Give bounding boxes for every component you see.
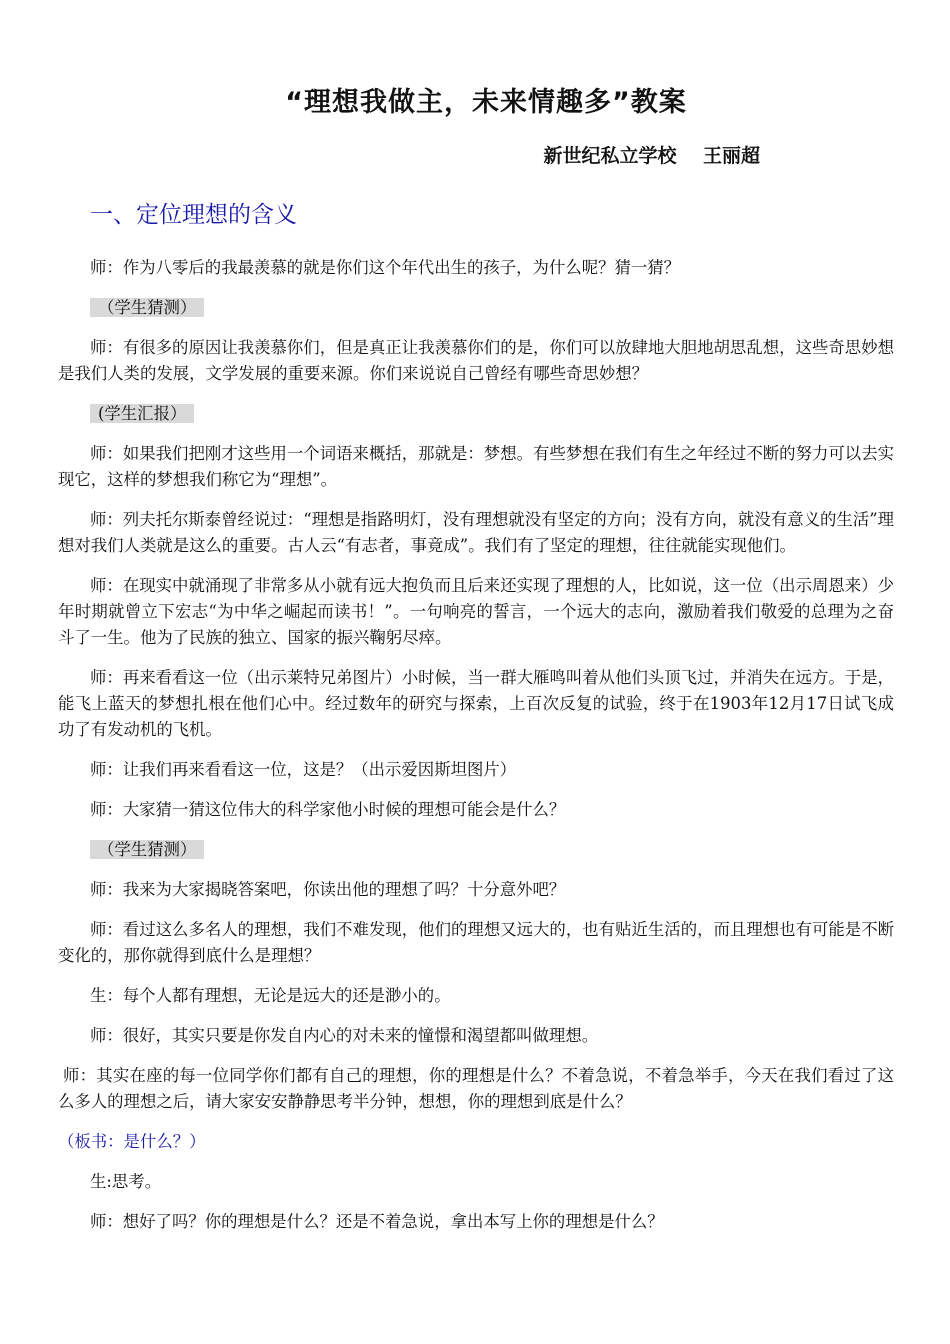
- paragraph-7: 师：让我们再来看看这一位，这是？（出示爱因斯坦图片）: [90, 760, 517, 779]
- paragraph-1: 师：作为八零后的我最羡慕的就是你们这个年代出生的孩子，为什么呢？猜一猜？: [90, 258, 681, 277]
- section-heading: 一、定位理想的含义: [90, 202, 297, 228]
- paragraph-11: 生：每个人都有理想，无论是远大的还是渺小的。: [90, 986, 451, 1005]
- paragraph-2: 师：有很多的原因让我羡慕你们，但是真正让我羡慕你们的是，你们可以放肆地大胆地胡思乱想，这些奇思妙想是我们人类的发展，文学发展的重要来源。你们来说说自己曾经有哪些奇思妙想？: [58, 338, 894, 383]
- stage-note-text: （学生猜测）: [90, 298, 204, 317]
- paragraph-4: 师：列夫托尔斯泰曾经说过：“理想是指路明灯，没有理想就没有坚定的方向；没有方向，就没有意义的生活”理想对我们人类就是这么的重要。古人云“有志者，事竟成”。我们有了坚定的理想，往往就能实现他们。: [58, 510, 894, 555]
- stage-note-text: (学生汇报）: [90, 404, 194, 423]
- document-title: “理想我做主，未来情趣多”教案: [285, 87, 687, 118]
- paragraph-5: 师：在现实中就涌现了非常多从小就有远大抱负而且后来还实现了理想的人，比如说，这一位（出示周恩来）少年时期就曾立下宏志“为中华之崛起而读书！”。一句响亮的誓言，一个远大的志向，激励着我们敬爱的总理为之奋斗了一生。他为了民族的独立、国家的振兴鞠躬尽瘁。: [58, 576, 894, 647]
- author-line: 新世纪私立学校 王丽超: [543, 145, 760, 167]
- document-page: [58, 80, 894, 1249]
- paragraph-12: 师：很好，其实只要是你发自内心的对未来的憧憬和渴望都叫做理想。: [90, 1026, 599, 1045]
- paragraph-10: 师：看过这么多名人的理想，我们不难发现，他们的理想又远大的，也有贴近生活的，而且理想也有可能是不断变化的，那你就得到底什么是理想？: [58, 920, 894, 965]
- paragraph-13: 师：其实在座的每一位同学你们都有自己的理想，你的理想是什么？不着急说，不着急举手，今天在我们看过了这么多人的理想之后，请大家安安静静思考半分钟，想想，你的理想到底是什么？: [58, 1066, 894, 1111]
- stage-note-1: [90, 295, 894, 321]
- paragraph-9: 师：我来为大家揭晓答案吧，你读出他的理想了吗？十分意外吧？: [90, 880, 566, 899]
- paragraph-14: 生:思考。: [90, 1172, 162, 1191]
- paragraph-15: 师：想好了吗？你的理想是什么？还是不着急说，拿出本写上你的理想是什么？: [90, 1212, 664, 1231]
- paragraph-3: 师：如果我们把刚才这些用一个词语来概括，那就是：梦想。有些梦想在我们有生之年经过不断的努力可以去实现它，这样的梦想我们称它为“理想”。: [58, 444, 894, 489]
- stage-note-3: [90, 837, 894, 863]
- stage-note-text: （学生猜测）: [90, 840, 204, 859]
- blackboard-note: （板书：是什么？）: [58, 1132, 206, 1151]
- paragraph-8: 师：大家猜一猜这位伟大的科学家他小时候的理想可能会是什么？: [90, 800, 566, 819]
- paragraph-6: 师：再来看看这一位（出示莱特兄弟图片）小时候，当一群大雁鸣叫着从他们头顶飞过，并消失在远方。于是，能飞上蓝天的梦想扎根在他们心中。经过数年的研究与探索，上百次反复的试验，终于在1903年12月17日试飞成功了有发动机的飞机。: [58, 668, 894, 739]
- stage-note-2: [90, 401, 894, 427]
